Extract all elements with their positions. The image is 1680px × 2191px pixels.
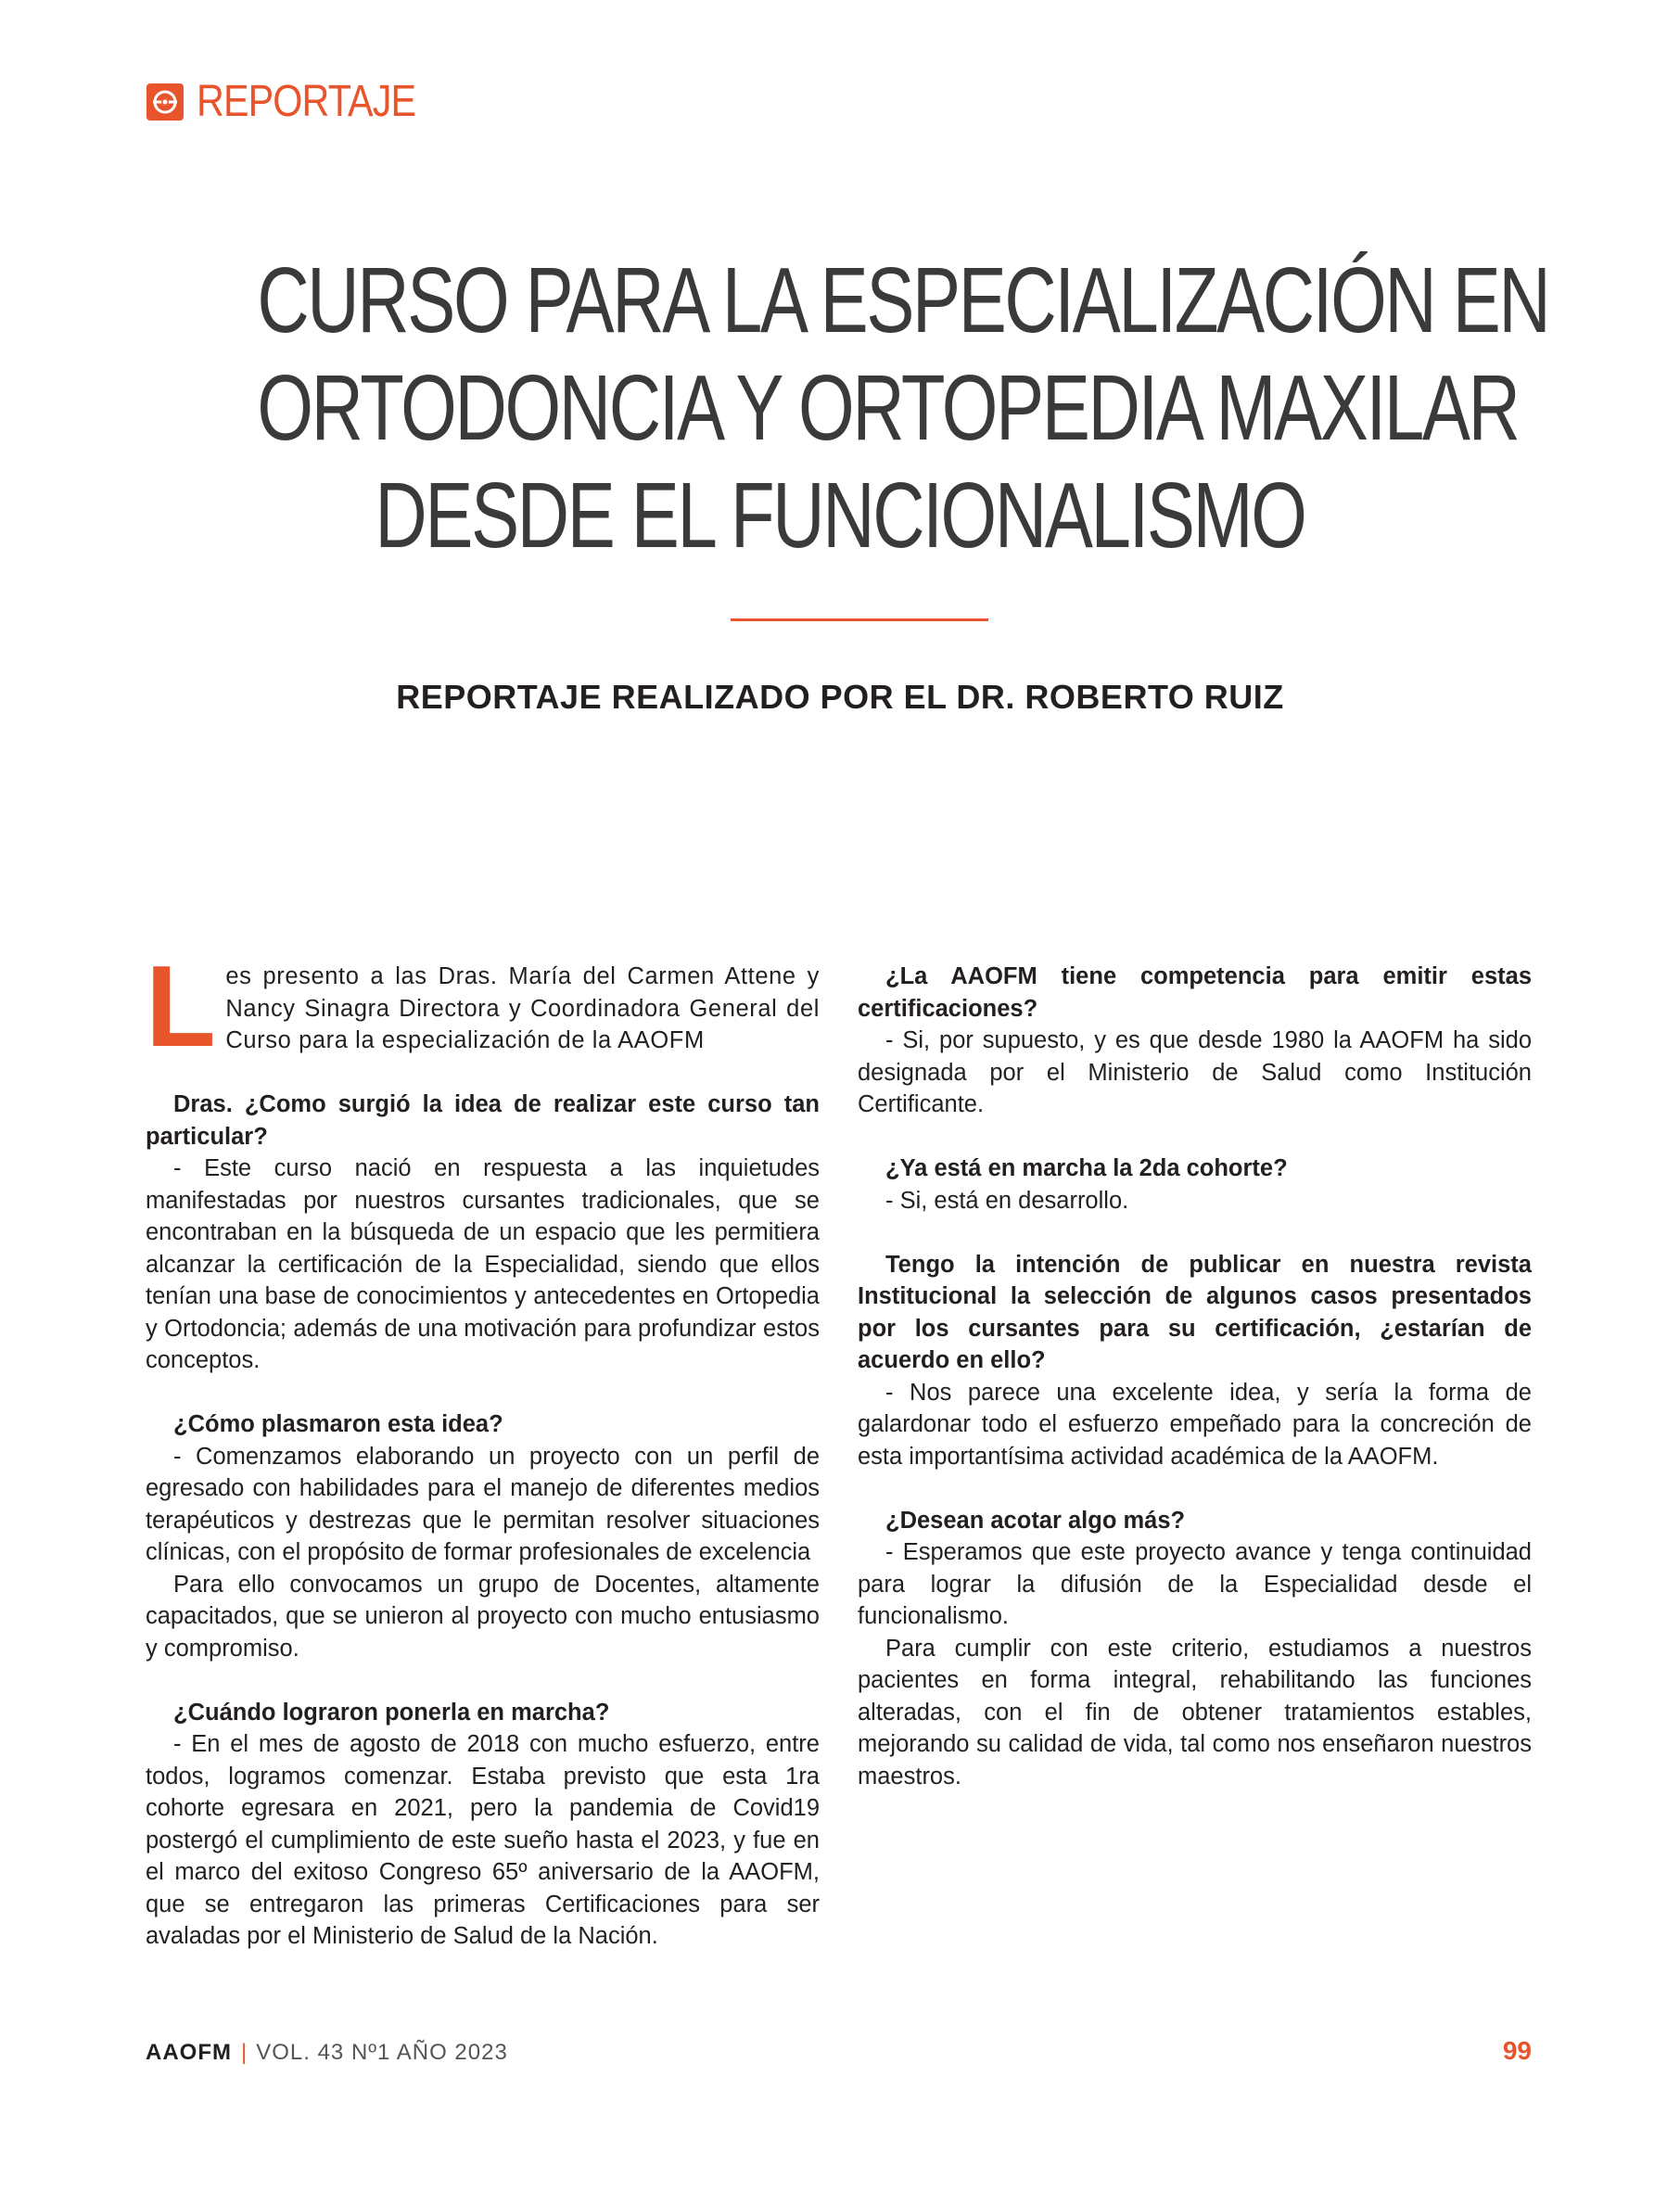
question-6: Tengo la intención de publicar en nuestra revista Institucional la selección de algunos casos presentados por los cursantes para su certificación, ¿estarían de acuerdo en ello? [858, 1251, 1532, 1373]
article-title [93, 247, 1587, 569]
answer-5: - Si, está en desarrollo. [885, 1187, 1129, 1214]
question-4: ¿La AAOFM tiene competencia para emitir estas certificaciones? [858, 963, 1532, 1022]
answer-7-continued: Para cumplir con este criterio, estudiamos a nuestros pacientes en forma integral, rehabilitando las funciones alteradas, con el fin de obtener tratamientos estables, mejorando su calidad de vida, tal como nos enseñaron nuestros maestros. [858, 1635, 1532, 1790]
byline: REPORTAJE REALIZADO POR EL DR. ROBERTO RUIZ [396, 678, 1284, 716]
answer-4: - Si, por supuesto, y es que desde 1980 la AAOFM ha sido designada por el Ministerio de Salud como Institución Certificante. [858, 1027, 1532, 1117]
page-number: 99 [1502, 2036, 1532, 2065]
title-line-1: CURSO PARA LA ESPECIALIZACIÓN EN [257, 248, 1549, 352]
question-1: Dras. ¿Como surgió la idea de realizar este curso tan particular? [146, 1091, 820, 1150]
footer-volume: VOL. 43 Nº1 AÑO 2023 [256, 2040, 508, 2065]
drop-cap: L [146, 943, 217, 1071]
title-divider [731, 618, 988, 621]
answer-7: - Esperamos que este proyecto avance y tenga continuidad para lograr la difusión de la Especialidad desde el funcionalismo. [858, 1539, 1532, 1629]
question-5: ¿Ya está en marcha la 2da cohorte? [885, 1155, 1288, 1181]
answer-1: - Este curso nació en respuesta a las inquietudes manifestadas por nuestros cursantes tradicionales, que se encontraban en la búsqueda de un espacio que les permitiera alcanzar la certificación de la Especialidad, siendo que ellos tenían una base de conocimientos y antecedentes en Ortopedia y Ortodoncia; además de una motivación para profundizar estos conceptos. [146, 1155, 820, 1373]
footer-separator: | [240, 2040, 248, 2065]
intro-text: es presento a las Dras. María del Carmen Attene y Nancy Sinagra Directora y Coordinadora General del Curso para la especialización de la AAOFM [225, 963, 820, 1053]
left-column [146, 943, 820, 1953]
answer-6: - Nos parece una excelente idea, y sería la forma de galardonar todo el esfuerzo empeñado para la concreción de esta importantísima actividad académica de la AAOFM. [858, 1379, 1532, 1470]
question-7: ¿Desean acotar algo más? [885, 1507, 1186, 1534]
section-label: REPORTAJE [197, 77, 416, 126]
footer-brand: AAOFM [146, 2040, 232, 2065]
answer-3: - En el mes de agosto de 2018 con mucho esfuerzo, entre todos, logramos comenzar. Estaba previsto que esta 1ra cohorte egresara en 2021, pero la pandemia de Covid19 postergó el cumplimiento de este sueño hasta el 2023, y fue en el marco del exitoso Congreso 65º aniversario de la AAOFM, que se entregaron las primeras Certificaciones para ser avaladas por el Ministerio de Salud de la Nación. [146, 1731, 820, 1949]
right-column [858, 961, 1532, 1792]
answer-2: - Comenzamos elaborando un proyecto con un perfil de egresado con habilidades para el manejo de diferentes medios terapéuticos y destrezas que le permitan resolver situaciones clínicas, con el propósito de formar profesionales de excelencia [146, 1443, 820, 1565]
title-line-3: DESDE EL FUNCIONALISMO [375, 464, 1305, 567]
answer-2-continued: Para ello convocamos un grupo de Docentes, altamente capacitados, que se unieron al proyecto con mucho entusiasmo y compromiso. [146, 1571, 820, 1662]
title-line-2: ORTODONCIA Y ORTOPEDIA MAXILAR [257, 356, 1519, 460]
question-2: ¿Cómo plasmaron esta idea? [173, 1411, 503, 1437]
question-3: ¿Cuándo lograron ponerla en marcha? [173, 1699, 610, 1726]
page-footer [146, 2040, 508, 2066]
section-tag [146, 77, 452, 126]
intro-paragraph [146, 943, 820, 1071]
target-icon [146, 83, 184, 121]
